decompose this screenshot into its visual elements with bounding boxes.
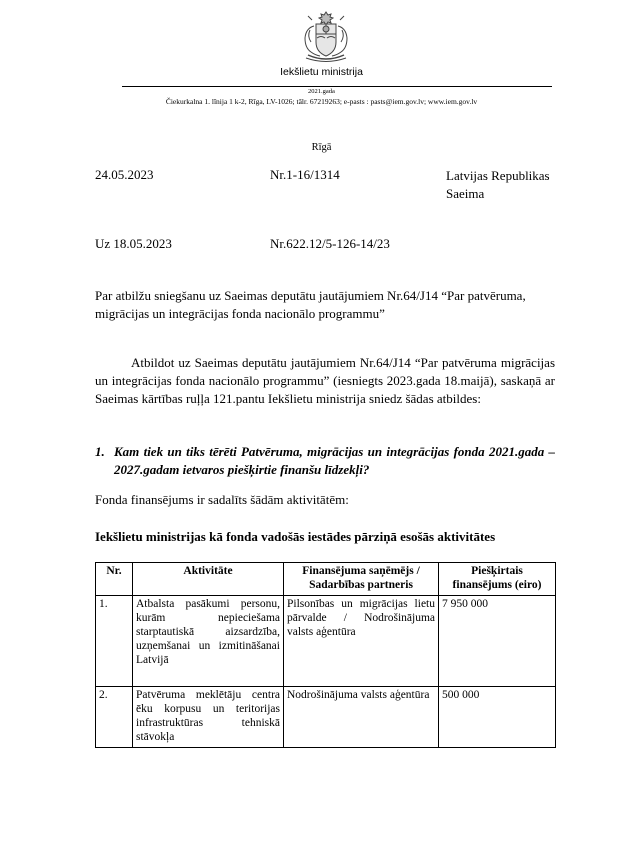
document-date: 24.05.2023 <box>95 167 154 182</box>
subject: Par atbilžu sniegšanu uz Saeimas deputātu jautājumiem Nr.64/J14 “Par patvēruma, migrācijas un integrācijas fonda nacionālo programmu” <box>95 288 526 321</box>
header-nr: Nr. <box>96 563 133 596</box>
recipient-line-2: Saeima <box>446 186 485 201</box>
document-number: Nr.1-16/1314 <box>270 167 340 182</box>
header-recipient: Finansējuma saņēmējs / Sadarbības partneris <box>284 563 439 596</box>
letterhead-contact: Čiekurkalna 1. līnija 1 k-2, Rīga, LV-1026; tālr. 67219263; e-pasts : pasts@iem.gov.lv; www.iem.gov.lv <box>165 97 478 106</box>
coat-of-arms-icon <box>296 8 356 66</box>
question-text: Kam tiek un tiks tērēti Patvēruma, migrācijas un integrācijas fonda 2021.gada – 2027.gadam ietvaros piešķirtie finanšu līdzekļi? <box>114 444 555 477</box>
reference-number: Nr.622.12/5-126-14/23 <box>270 236 390 251</box>
place: Rīgā <box>311 142 332 153</box>
table-header-row <box>96 563 556 596</box>
cell-amount: 7 950 000 <box>439 596 556 687</box>
reference-date: Uz 18.05.2023 <box>95 236 172 251</box>
table-row <box>96 687 556 748</box>
header-activity: Aktivitāte <box>133 563 284 596</box>
letterhead-year: 2021.gada <box>308 88 335 95</box>
intro-text: Atbildot uz Saeimas deputātu jautājumiem Nr.64/J14 “Par patvēruma migrācijas un integrācijas fonda nacionālo programmu” (iesniegts 2023.gada 18.maijā), saskaņā ar Saeimas kārtības ruļļa 121.pantu Iekšlietu ministrija sniedz šādas atbildes: <box>95 355 555 406</box>
cell-activity: Atbalsta pasākumi personu, kurām nepieciešama starptautiskā aizsardzība, uzņemšanai un izmitināšanai Latvijā <box>133 596 284 687</box>
header-amount: Piešķirtais finansējums (eiro) <box>439 563 556 596</box>
cell-activity: Patvēruma meklētāju centra ēku korpusu un teritorijas infrastruktūras tehniskā stāvokļa <box>133 687 284 748</box>
question-1 <box>95 443 555 479</box>
cell-recipient: Pilsonības un migrācijas lietu pārvalde / Nodrošinājuma valsts aģentūra <box>284 596 439 687</box>
distribution-text: Fonda finansējums ir sadalīts šādām aktivitātēm: <box>95 492 349 507</box>
ministry-name: Iekšlietu ministrija <box>280 66 363 78</box>
cell-nr: 2. <box>96 687 133 748</box>
intro-paragraph <box>95 354 555 408</box>
activities-table <box>95 562 556 748</box>
cell-nr: 1. <box>96 596 133 687</box>
question-number: 1. <box>95 444 105 459</box>
cell-recipient: Nodrošinājuma valsts aģentūra <box>284 687 439 748</box>
letterhead-divider <box>122 86 552 87</box>
recipient <box>446 167 550 203</box>
recipient-line-1: Latvijas Republikas <box>446 168 550 183</box>
cell-amount: 500 000 <box>439 687 556 748</box>
section-title: Iekšlietu ministrijas kā fonda vadošās iestādes pārziņā esošās aktivitātes <box>95 529 496 544</box>
table-row <box>96 596 556 687</box>
